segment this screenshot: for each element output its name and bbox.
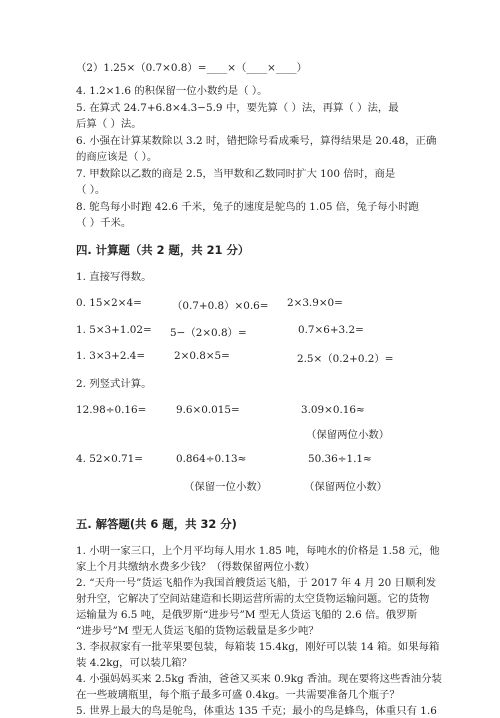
problem-line: “进步号”M 型无人货运飞船的货物运载量是多少吨？ <box>76 625 319 637</box>
problem-line: 4. 小强妈妈买来 2.5kg 香油，爸爸又买来 0.9kg 香油。现在要将这些香油分装 <box>76 673 442 685</box>
calc-item: 1. 3×3+2.4= <box>76 350 146 362</box>
question-line: 的商应该是（ ）。 <box>76 151 158 163</box>
question-line: 7. 甲数除以乙数的商是 2.5，当甲数和乙数同时扩大 100 倍时，商是 <box>76 168 396 180</box>
question-line: 后算（ ）法。 <box>76 118 142 130</box>
problem-line: 运输量为 6.5 吨，是俄罗斯“进步号”M 型无人货运飞船的 2.6 倍。俄罗斯 <box>76 609 417 621</box>
calc-item: 1. 5×3+1.02= <box>76 324 152 336</box>
question-line: 8. 鸵鸟每小时跑 42.6 千米，兔子的速度是鸵鸟的 1.05 倍，兔子每小时跑 <box>76 201 419 213</box>
calc-item: 0.7×6+3.2= <box>298 324 364 336</box>
problem-line: 5. 世界上最大的鸟是鸵鸟，体重达 135 千克；最小的鸟是蜂鸟，体重只有 1.6 <box>76 705 437 717</box>
rounding-note: （保留一位小数） <box>184 481 268 493</box>
calc-item: 9.6×0.015= <box>176 404 240 416</box>
calc-item: 4. 52×0.71= <box>76 453 143 465</box>
problem-line: 家上个月共缴纳水费多少钱？（得数保留两位小数） <box>76 561 315 573</box>
problem-line: 在一些玻璃瓶里，每个瓶子最多可盛 0.4kg。一共需要准备几个瓶子？ <box>76 689 400 701</box>
question-line: 6. 小强在计算某数除以 3.2 时，错把除号看成乘号，算得结果是 20.48，正确 <box>76 135 437 147</box>
question-line: （2）1.25×（0.7×0.8）=____×（____×____） <box>76 62 308 74</box>
calc-item: 2×0.8×5= <box>174 350 230 362</box>
calc-item: （0.7+0.8）×0.6= <box>172 300 269 312</box>
sub-question: 1. 直接写得数。 <box>76 271 152 283</box>
section-heading: 五. 解答题(共 6 题，共 32 分) <box>76 517 237 531</box>
question-line: 4. 1.2×1.6 的积保留一位小数约是（ ）。 <box>76 85 268 97</box>
calc-item: 0. 15×2×4= <box>76 297 142 309</box>
rounding-note: （保留两位小数） <box>306 429 390 441</box>
rounding-note: （保留两位小数） <box>304 481 388 493</box>
calc-item: 3.09×0.16≈ <box>301 404 365 416</box>
problem-line: 2. “天舟一号”货运飞船作为我国首艘货运飞船，于 2017 年 4 月 20 日顺利发 <box>76 577 437 589</box>
problem-line: 射升空，它解决了空间站建造和长期运营所需的太空货物运输问题。它的货物 <box>76 593 430 605</box>
question-line: （ ）千米。 <box>76 217 132 229</box>
sub-question: 2. 列竖式计算。 <box>76 378 152 390</box>
problem-line: 装 4.2kg，可以装几箱？ <box>76 657 192 669</box>
question-line: 5. 在算式 24.7+6.8×4.3−5.9 中，要先算（ ）法，再算（ ）法，最 <box>76 102 399 114</box>
calc-item: 0.864÷0.13≈ <box>176 453 247 465</box>
question-line: （ ）。 <box>76 184 106 196</box>
section-heading: 四. 计算题（共 2 题，共 21 分） <box>76 243 250 257</box>
calc-item: 12.98÷0.16= <box>76 404 147 416</box>
calc-item: 5−（2×0.8）= <box>170 327 247 339</box>
calc-item: 2.5×（0.2+0.2）= <box>297 353 394 365</box>
problem-line: 1. 小明一家三口，上个月平均每人用水 1.85 吨，每吨水的价格是 1.58 元，他 <box>76 545 440 557</box>
calc-item: 2×3.9×0= <box>287 297 343 309</box>
problem-line: 3. 李叔叔家有一批苹果要包装，每箱装 15.4kg，刚好可以装 14 箱。如果每箱 <box>76 641 440 653</box>
calc-item: 50.36÷1.1≈ <box>308 453 372 465</box>
